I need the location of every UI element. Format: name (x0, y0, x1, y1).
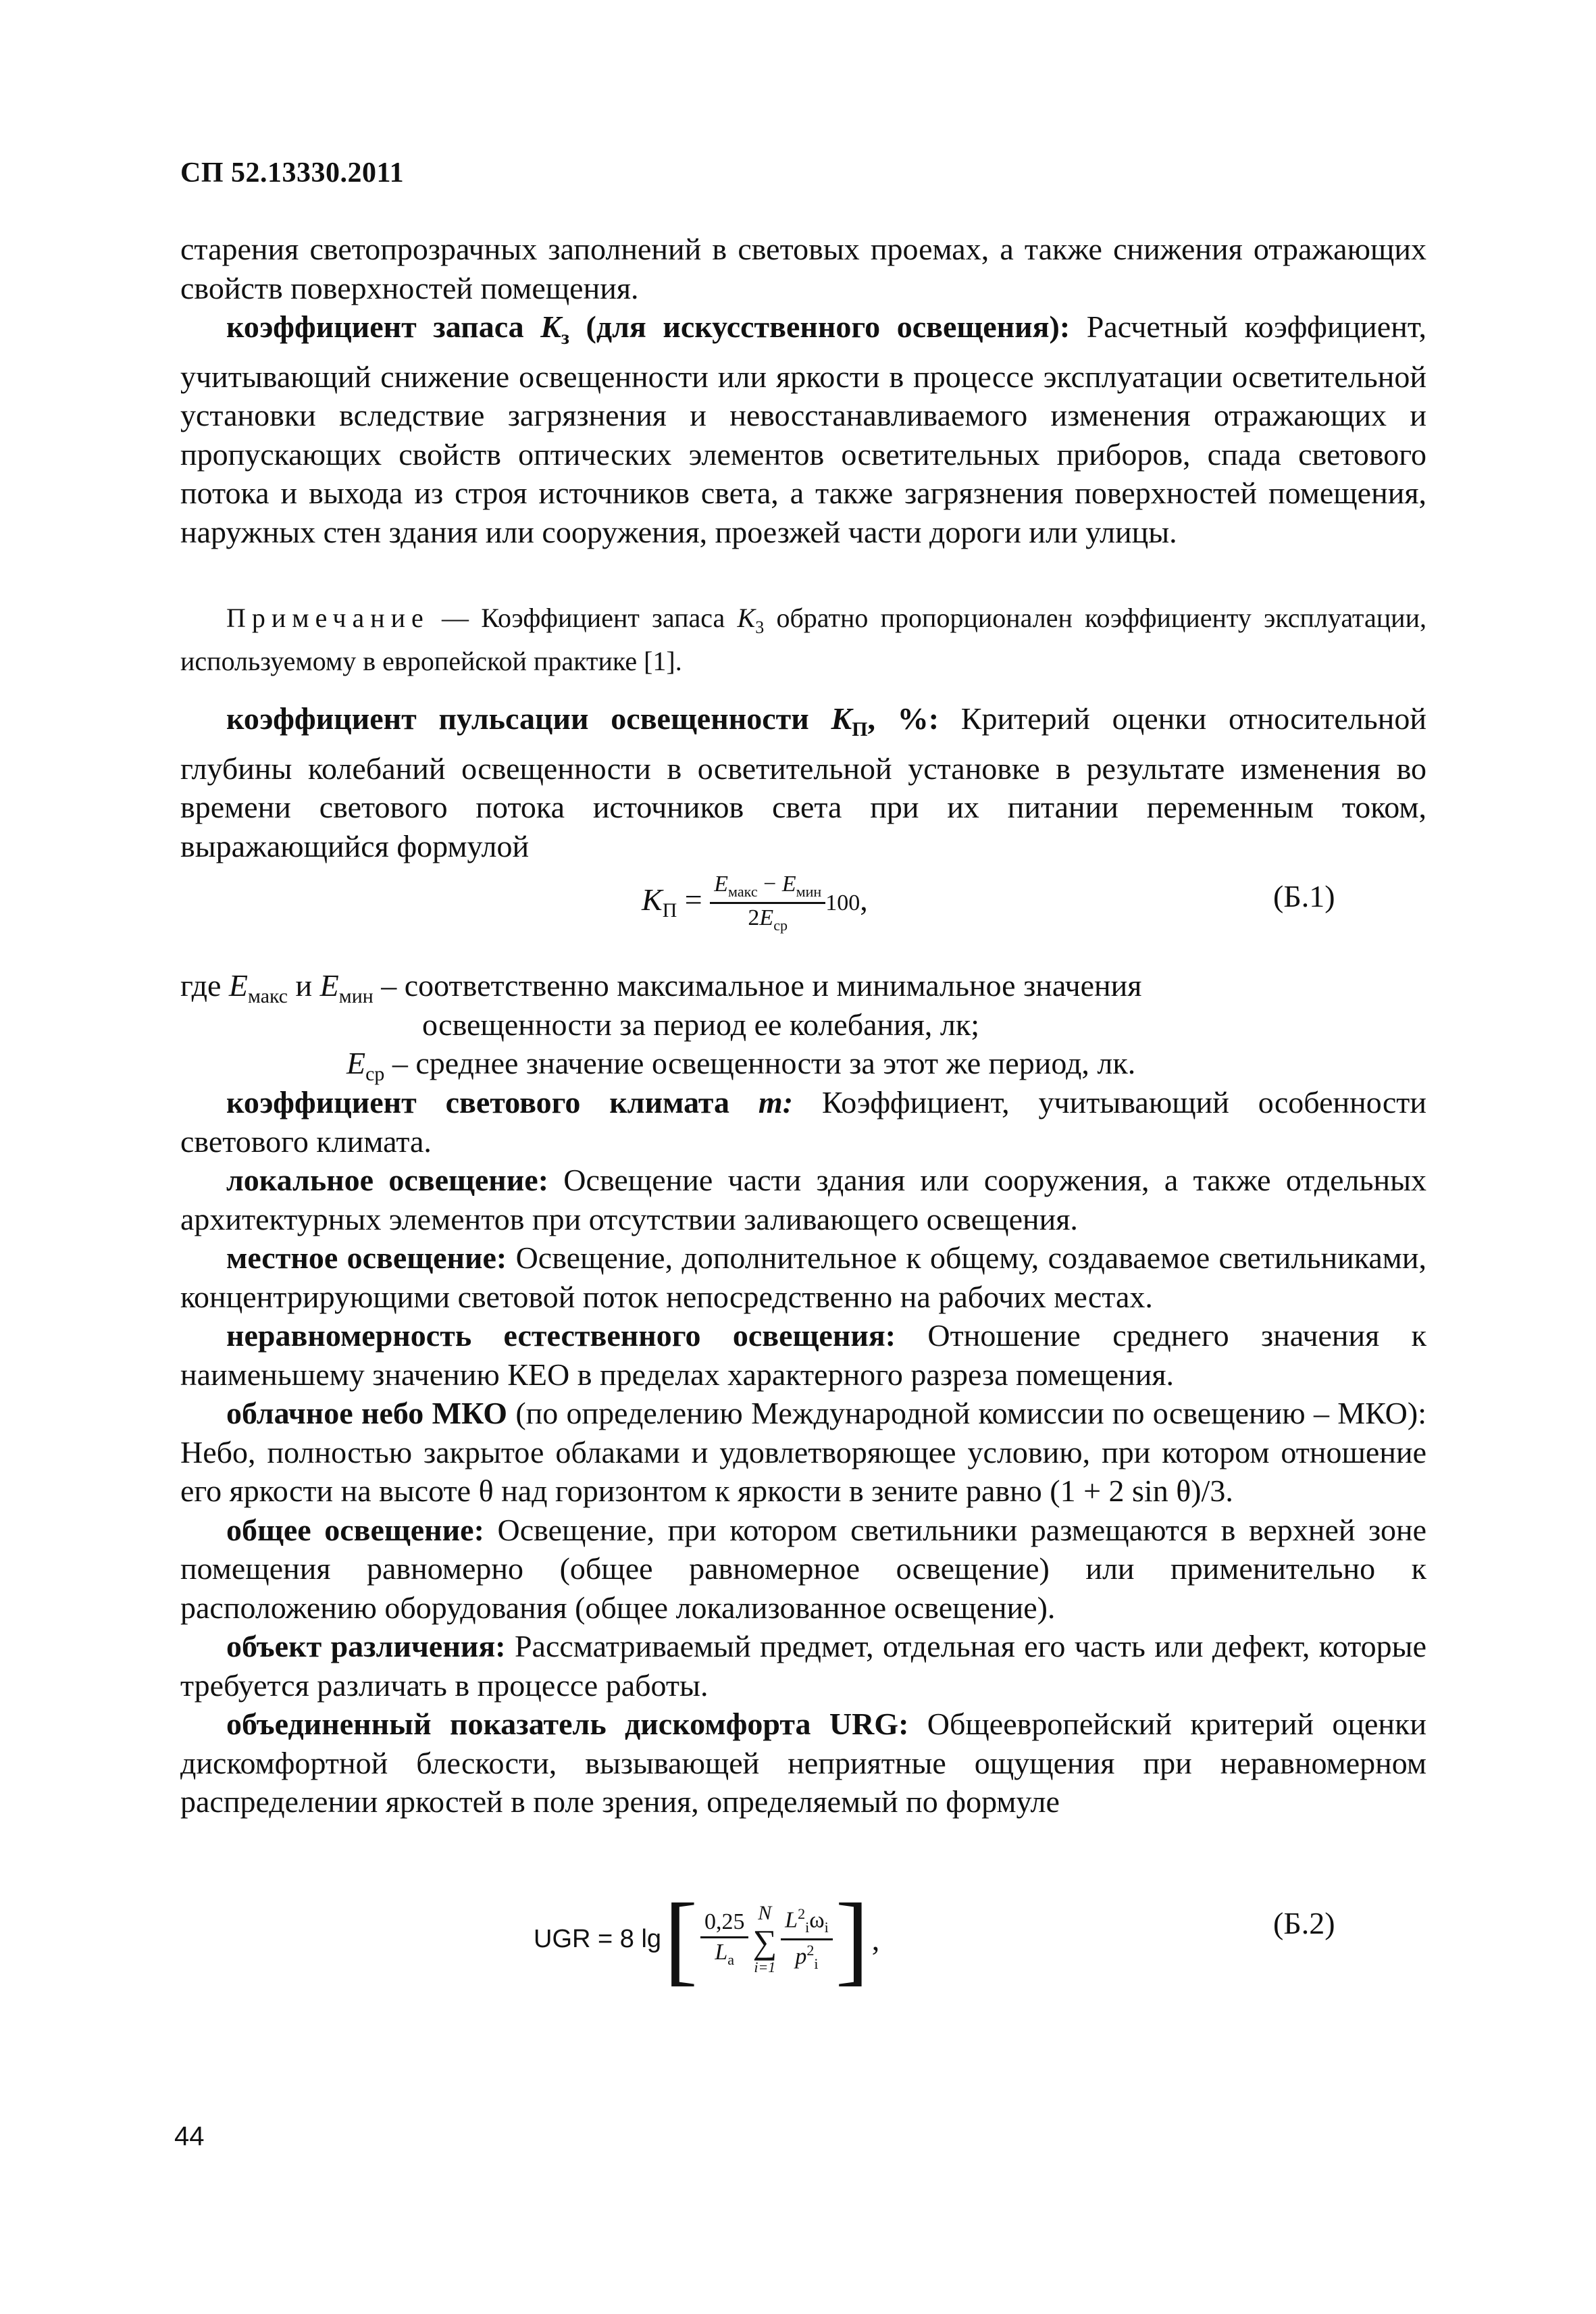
formula-number-b2: (Б.2) (1273, 1906, 1335, 1940)
term-k3: коэффициент запаса $K_з$ (для искусственного освещения): (226, 309, 1071, 349)
text-block-1 (180, 230, 1426, 551)
fraction: $\frac{E_{макс} - E_{мин}}{2E_{ср}}$ (710, 872, 825, 934)
text-block-2 (180, 699, 1426, 865)
definition-obshee: общее освещение: Освещение, при котором светильники размещаются в верхней зоне помещения равномерно (общее равномерное освещение) или применительно к расположению оборудования (общее локализованное освещение). (180, 1512, 1426, 1625)
formula-b2: UGR = 8 lg [ $\frac{0,25}{L_a}$ N ∑ i=1 $\frac{L^2_i\omega_i}{p^2_i}$ ] , (534, 1883, 880, 1995)
text-block-3 (180, 1083, 1426, 1821)
definition-text: Критерий оценки относительной глубины колебаний освещенности в осветительной установке в результате изменения во времени светового потока источников света при их питании переменным током, выражающийся формулой (180, 701, 1426, 863)
formula-number-b1: (Б.1) (1273, 879, 1335, 913)
term-kp: коэффициент пульсации освещенности $K_П$, %: (226, 701, 939, 741)
document-code: СП 52.13330.2011 (180, 157, 405, 188)
page-number: 44 (174, 2121, 205, 2151)
paragraph-continuation: старения светопрозрачных заполнений в световых проемах, а также снижения отражающих свойств поверхностей помещения. (180, 232, 1426, 305)
definition-text: Расчетный коэффициент, учитывающий снижение освещенности или яркости в процессе эксплуатации осветительной установки вследствие загрязнения и невосстанавливаемого изменения отражающих и пропускающих свойств оптических элементов осветительных приборов, спада светового потока и выхода из строя источников света, а также загрязнения поверхностей помещения, наружных стен здания или сооружения, проезжей части дороги или улицы. (180, 309, 1426, 549)
definition-k3 (180, 307, 1426, 551)
formula-explanation-1: где $E_{макс}$ и $E_{мин}$ – соответственно максимальное и минимальное значения (180, 968, 1142, 1008)
note-text: обратно пропорционален коэффициенту эксплуатации, используемому в европейской практике [1]. (180, 603, 1426, 676)
definition-local: локальное освещение: Освещение части здания или сооружения, а также отдельных архитектурных элементов при отсутствии заливающего освещения. (180, 1163, 1426, 1236)
definition-nerav: неравномерность естественного освещения: Отношение среднего значения к наименьшему значению КЕО в пределах характерного разреза помещения. (180, 1318, 1426, 1392)
note-label: Примечание (226, 603, 430, 633)
definition-ugr: объединенный показатель дискомфорта URG: Общеевропейский критерий оценки дискомфортной блескости, вызывающей неприятные ощущения при неравномерном распределении яркостей в поле зрения, определяемый по формуле (180, 1707, 1426, 1819)
formula-b1: $K_П$ = $\frac{E_{макс} - E_{мин}}{2E_{ср}}$ 100, (642, 872, 868, 934)
definition-kp (180, 699, 1426, 865)
definition-mestnoe: местное освещение: Освещение, дополнительное к общему, создаваемое светильниками, концентрирующими световой поток непосредственно на рабочих местах. (180, 1240, 1427, 1314)
formula-explanation-1b: освещенности за период ее колебания, лк; (422, 1007, 980, 1042)
definition-object: объект различения: Рассматриваемый предмет, отдельная его часть или дефект, которые требуется различать в процессе работы. (180, 1629, 1426, 1703)
definition-sky: облачное небо МКО (по определению Международной комиссии по освещению – МКО): Небо, полностью закрытое облаками и удовлетворяющее условию, при котором отношение его яркости на высоте θ над горизонтом к яркости в зените равно (1 + 2 sin θ)/3. (180, 1396, 1427, 1508)
note: Примечание — Коэффициент запаса $K_3$ обратно пропорционален коэффициенту эксплуатации, используемому в европейской практике [1]. (180, 603, 1426, 676)
formula-explanation-2: $E_{ср}$ – среднее значение освещенности за этот же период, лк. (346, 1046, 1136, 1086)
definition-m: коэффициент светового климата m: Коэффициент, учитывающий особенности светового климата. (180, 1085, 1427, 1159)
